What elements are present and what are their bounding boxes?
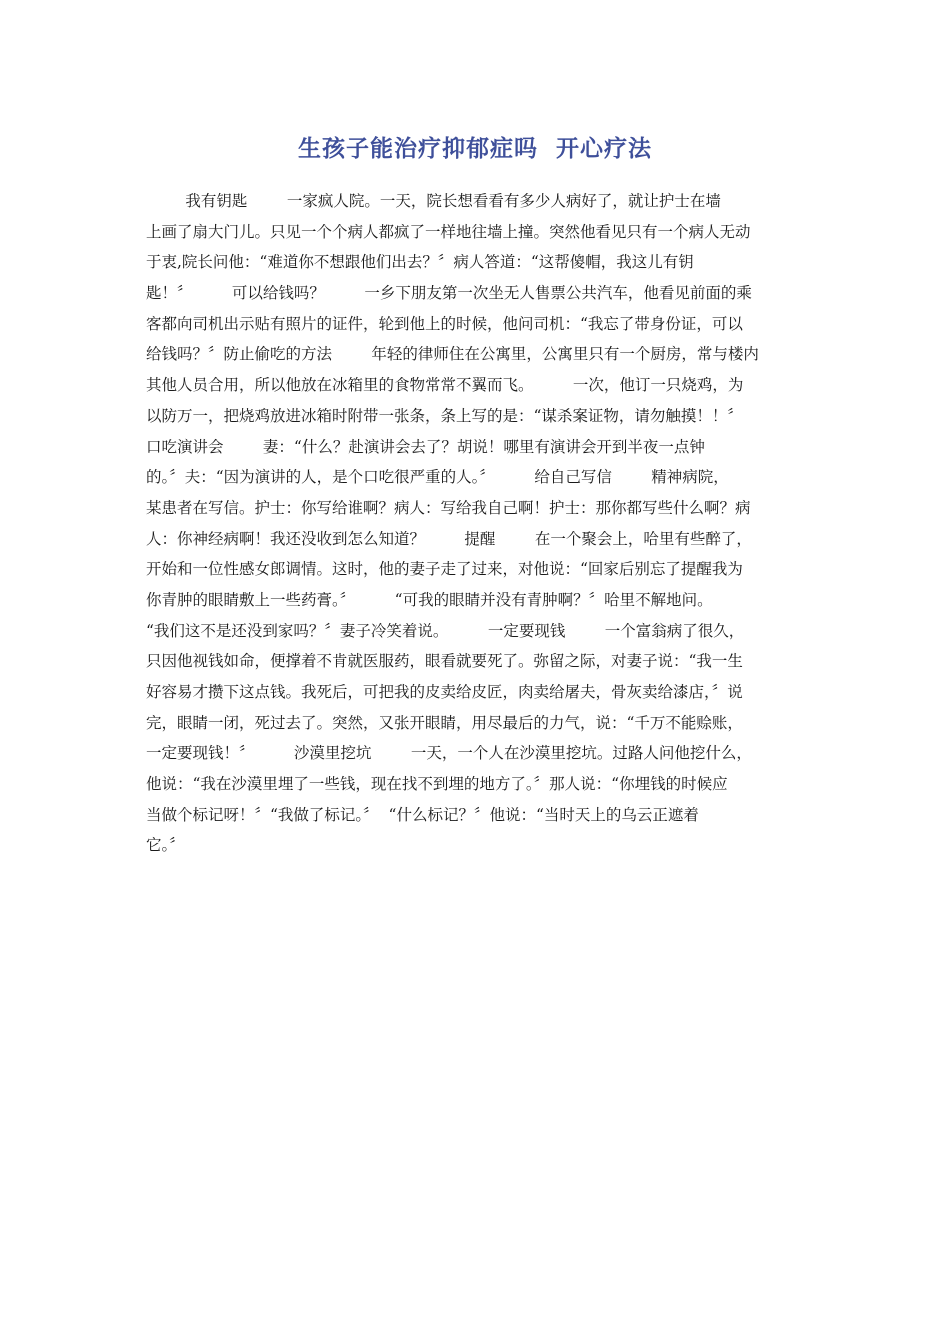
body-line: 完，眼睛一闭，死过去了。突然，又张开眼睛，用尽最后的力气，说：“千万不能赊账， xyxy=(146,713,743,732)
body-line: 匙！〞 可以给钱吗？ 一乡下朋友第一次坐无人售票公共汽车，他看见前面的乘 xyxy=(146,284,752,303)
body-line: 某患者在写信。护士：你写给谁啊？病人：写给我自己啊！护士：那你都写些什么啊？病 xyxy=(146,498,751,517)
body-line: 其他人员合用，所以他放在冰箱里的食物常常不翼而飞。 一次，他订一只烧鸡，为 xyxy=(146,376,744,395)
body-line: 给钱吗？〞防止偷吃的方法 年轻的律师住在公寓里，公寓里只有一个厨房，常与楼内 xyxy=(146,345,759,364)
body-line: “我们这不是还没到家吗？〞妻子冷笑着说。 一定要现钱 一个富翁病了很久， xyxy=(146,621,745,640)
document-body xyxy=(146,186,806,861)
body-line: 他说：“我在沙漠里埋了一些钱，现在找不到埋的地方了。〞那人说：“你埋钱的时候应 xyxy=(146,775,728,794)
body-line: 于衷,院长问他：“难道你不想跟他们出去？〞病人答道：“这帮傻帽，我这儿有钥 xyxy=(146,253,694,272)
body-line: 的。〞夫：“因为演讲的人，是个口吃很严重的人。〞 给自己写信 精神病院， xyxy=(146,468,729,487)
body-line: 你青肿的眼睛敷上一些药膏。〞 “可我的眼睛并没有青肿啊？〞哈里不解地问。 xyxy=(146,590,713,609)
body-line: 我有钥匙 一家疯人院。一天，院长想看看有多少人病好了，就让护士在墙 xyxy=(146,192,721,210)
document-title: 生孩子能治疗抑郁症吗 开心疗法 xyxy=(297,136,652,162)
body-line: 以防万一，把烧鸡放进冰箱时附带一张条，条上写的是：“谋杀案证物，请勿触摸！！〞 xyxy=(146,406,743,425)
body-line: 上画了扇大门儿。只见一个个病人都疯了一样地往墙上撞。突然他看见只有一个病人无动 xyxy=(146,222,751,241)
body-line: 口吃演讲会 妻：“什么？赴演讲会去了？胡说！哪里有演讲会开到半夜一点钟 xyxy=(146,437,705,456)
body-line: 只因他视钱如命，便撑着不肯就医服药，眼看就要死了。弥留之际，对妻子说：“我一生 xyxy=(146,652,743,671)
body-line: 客都向司机出示贴有照片的证件，轮到他上的时候，他问司机：“我忘了带身份证，可以 xyxy=(146,314,743,333)
body-line: 开始和一位性感女郎调情。这时，他的妻子走了过来，对他说：“回家后别忘了提醒我为 xyxy=(146,560,743,579)
body-line: 一定要现钱！〞 沙漠里挖坑 一天，一个人在沙漠里挖坑。过路人问他挖什么， xyxy=(146,744,752,763)
body-line: 当做个标记呀！〞“我做了标记。〞 “什么标记？〞他说：“当时天上的乌云正遮着 xyxy=(146,805,699,824)
body-line: 人：你神经病啊！我还没收到怎么知道？ 提醒 在一个聚会上，哈里有些醉了， xyxy=(146,529,752,548)
body-line: 好容易才攒下这点钱。我死后，可把我的皮卖给皮匠，肉卖给屠夫，骨灰卖给漆店，〞说 xyxy=(146,683,743,701)
body-line: 它。〞 xyxy=(146,836,185,855)
